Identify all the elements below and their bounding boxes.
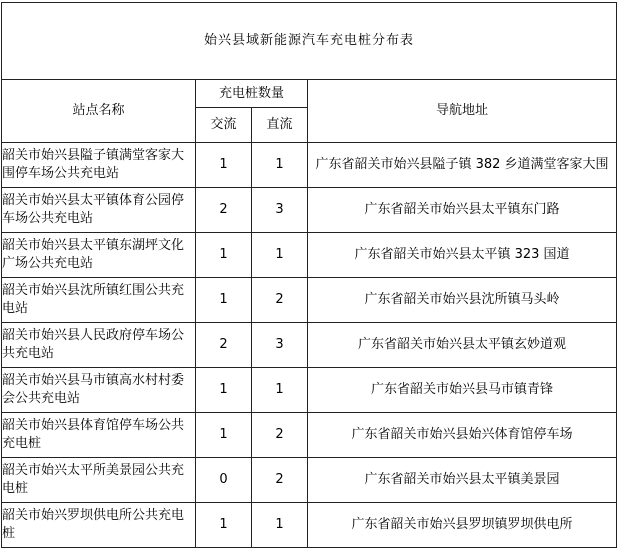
dc-count-cell: 2: [252, 413, 308, 458]
dc-count-cell: 2: [252, 278, 308, 323]
charging-station-table: [1, 2, 617, 548]
table-row: [2, 503, 617, 548]
station-name-cell: 韶关市始兴县马市镇高水村村委会公共充电站: [2, 368, 196, 413]
ac-count-cell: 2: [196, 188, 252, 233]
table-row: [2, 413, 617, 458]
ac-count-cell: 1: [196, 413, 252, 458]
dc-count-cell: 1: [252, 368, 308, 413]
table-row: [2, 278, 617, 323]
dc-count-cell: 3: [252, 188, 308, 233]
dc-count-cell: 3: [252, 323, 308, 368]
table-row: [2, 233, 617, 278]
header-charger-count: 充电桩数量: [196, 80, 308, 108]
dc-count-cell: 1: [252, 503, 308, 548]
header-ac: 交流: [196, 108, 252, 143]
station-name-cell: 韶关市始兴罗坝供电所公共充电桩: [2, 503, 196, 548]
address-cell: 广东省韶关市始兴县太平镇玄妙道观: [308, 323, 617, 368]
header-station-name: 站点名称: [2, 80, 196, 143]
ac-count-cell: 1: [196, 278, 252, 323]
address-cell: 广东省韶关市始兴县太平镇美景园: [308, 458, 617, 503]
station-name-cell: 韶关市始兴县太平镇体育公园停车场公共充电站: [2, 188, 196, 233]
address-cell: 广东省韶关市始兴县罗坝镇罗坝供电所: [308, 503, 617, 548]
address-cell: 广东省韶关市始兴县马市镇青锋: [308, 368, 617, 413]
ac-count-cell: 2: [196, 323, 252, 368]
station-name-cell: 韶关市始兴县隘子镇满堂客家大围停车场公共充电站: [2, 143, 196, 188]
ac-count-cell: 1: [196, 233, 252, 278]
dc-count-cell: 2: [252, 458, 308, 503]
station-name-cell: 韶关市始兴县太平镇东湖坪文化广场公共充电站: [2, 233, 196, 278]
table-row: [2, 188, 617, 233]
ac-count-cell: 1: [196, 143, 252, 188]
address-cell: 广东省韶关市始兴县隘子镇 382 乡道满堂客家大围: [308, 143, 617, 188]
station-name-cell: 韶关市始兴太平所美景园公共充电桩: [2, 458, 196, 503]
station-name-cell: 韶关市始兴县体育馆停车场公共充电桩: [2, 413, 196, 458]
header-address: 导航地址: [308, 80, 617, 143]
table-row: [2, 143, 617, 188]
header-dc: 直流: [252, 108, 308, 143]
dc-count-cell: 1: [252, 233, 308, 278]
address-cell: 广东省韶关市始兴县始兴体育馆停车场: [308, 413, 617, 458]
address-cell: 广东省韶关市始兴县沈所镇马头岭: [308, 278, 617, 323]
table-row: [2, 323, 617, 368]
table-title: 始兴县域新能源汽车充电桩分布表: [2, 3, 617, 80]
station-name-cell: 韶关市始兴县沈所镇红围公共充电站: [2, 278, 196, 323]
ac-count-cell: 0: [196, 458, 252, 503]
address-cell: 广东省韶关市始兴县太平镇 323 国道: [308, 233, 617, 278]
address-cell: 广东省韶关市始兴县太平镇东门路: [308, 188, 617, 233]
table-row: [2, 368, 617, 413]
table-row: [2, 458, 617, 503]
ac-count-cell: 1: [196, 503, 252, 548]
ac-count-cell: 1: [196, 368, 252, 413]
dc-count-cell: 1: [252, 143, 308, 188]
station-name-cell: 韶关市始兴县人民政府停车场公共充电站: [2, 323, 196, 368]
